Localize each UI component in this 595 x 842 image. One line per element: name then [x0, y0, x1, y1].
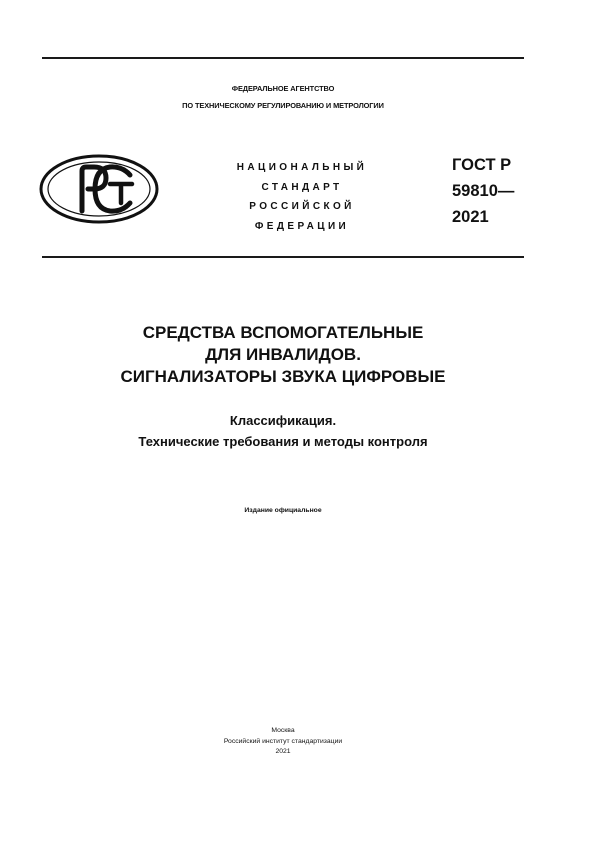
standard-designation [452, 152, 542, 230]
rst-logo-icon [38, 153, 160, 225]
top-rule [42, 57, 524, 59]
agency-line-1: ФЕДЕРАЛЬНОЕ АГЕНТСТВО [231, 84, 335, 93]
subtitle-line-1: Классификация. [229, 413, 337, 428]
document-title [42, 322, 524, 388]
national-standard-line-3: РОССИЙСКОЙ [249, 201, 355, 212]
title-line-3: СИГНАЛИЗАТОРЫ ЗВУКА ЦИФРОВЫЕ [120, 367, 446, 386]
national-standard-line-2: СТАНДАРТ [261, 181, 343, 193]
national-standard-block [212, 158, 392, 236]
imprint-publisher: Российский институт стандартизации [223, 737, 343, 745]
national-standard-line-4: ФЕДЕРАЦИИ [254, 220, 350, 232]
edition-note: Издание официальное [244, 507, 322, 514]
subtitle-line-2: Технические требования и методы контроля [138, 434, 428, 449]
agency-line-2: ПО ТЕХНИЧЕСКОМУ РЕГУЛИРОВАНИЮ И МЕТРОЛОГИИ [182, 101, 384, 110]
imprint-year: 2021 [275, 748, 291, 755]
designation-number: 59810— [452, 182, 515, 200]
imprint-city: Москва [271, 727, 295, 734]
designation-prefix: ГОСТ Р [452, 156, 512, 174]
imprint [42, 726, 524, 758]
designation-year: 2021 [452, 208, 489, 226]
bottom-rule [42, 256, 524, 258]
document-subtitle [42, 410, 524, 452]
national-standard-line-1: НАЦИОНАЛЬНЫЙ [236, 162, 368, 173]
title-line-2: ДЛЯ ИНВАЛИДОВ. [205, 345, 361, 364]
title-line-1: СРЕДСТВА ВСПОМОГАТЕЛЬНЫЕ [142, 323, 424, 342]
